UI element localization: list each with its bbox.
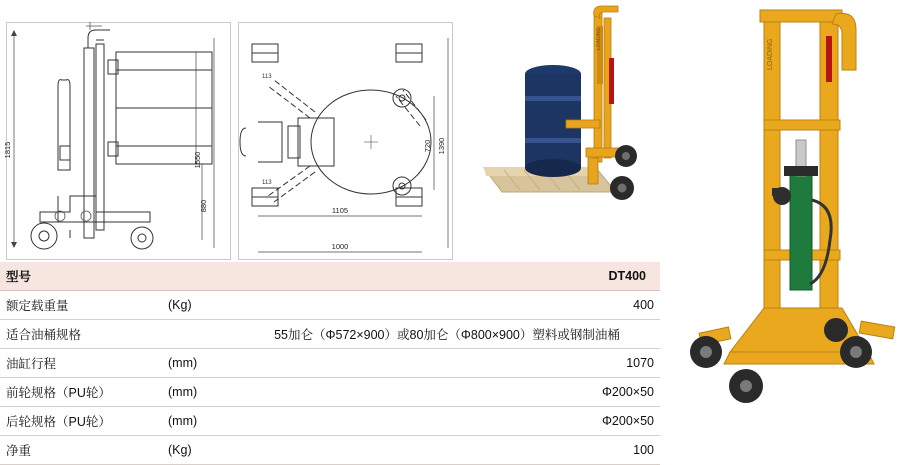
brand-label-right: LOADING — [767, 38, 774, 70]
row-value: Φ200×50 — [234, 378, 660, 407]
specification-table — [0, 262, 660, 465]
dim-1105: 1105 — [331, 206, 349, 215]
brand-label-left: LOADING — [596, 27, 602, 50]
header-unit — [162, 262, 234, 291]
row-value: 55加仑（Φ572×900）或80加仑（Φ800×900）塑料或钢制油桶 — [234, 320, 660, 349]
dim-1390: 1390 — [437, 137, 446, 155]
row-label: 净重 — [0, 436, 162, 465]
row-unit: (Kg) — [162, 436, 234, 465]
side-elevation-svg — [0, 0, 240, 262]
dim-720: 720 — [423, 139, 432, 153]
row-unit: (Kg) — [162, 291, 234, 320]
row-value: 400 — [234, 291, 660, 320]
header-value: DT400 — [234, 262, 660, 291]
table-row — [0, 349, 660, 378]
drum-lifter-front-photo — [660, 0, 900, 415]
row-unit: (mm) — [162, 407, 234, 436]
row-label: 额定载重量 — [0, 291, 162, 320]
row-unit — [162, 320, 234, 349]
row-unit: (mm) — [162, 378, 234, 407]
dim-note-113-bottom: 113 — [262, 180, 272, 186]
row-value: Φ200×50 — [234, 407, 660, 436]
table-row — [0, 320, 660, 349]
dim-1550: 1550 — [193, 151, 202, 169]
table-row — [0, 436, 660, 465]
row-label: 适合油桶规格 — [0, 320, 162, 349]
row-unit: (mm) — [162, 349, 234, 378]
dim-1815: 1815 — [3, 141, 12, 159]
row-value: 1070 — [234, 349, 660, 378]
table-header-row — [0, 262, 660, 291]
row-label: 后轮规格（PU轮） — [0, 407, 162, 436]
dim-1000: 1000 — [331, 242, 349, 251]
row-label: 前轮规格（PU轮） — [0, 378, 162, 407]
row-label: 油缸行程 — [0, 349, 162, 378]
table-row — [0, 291, 660, 320]
table-row — [0, 378, 660, 407]
header-label: 型号 — [0, 262, 162, 291]
drum-lifter-with-pallet-photo — [466, 0, 681, 235]
table-row — [0, 407, 660, 436]
row-value: 100 — [234, 436, 660, 465]
dim-880: 880 — [199, 199, 208, 213]
dim-note-113-top: 113 — [262, 74, 272, 80]
